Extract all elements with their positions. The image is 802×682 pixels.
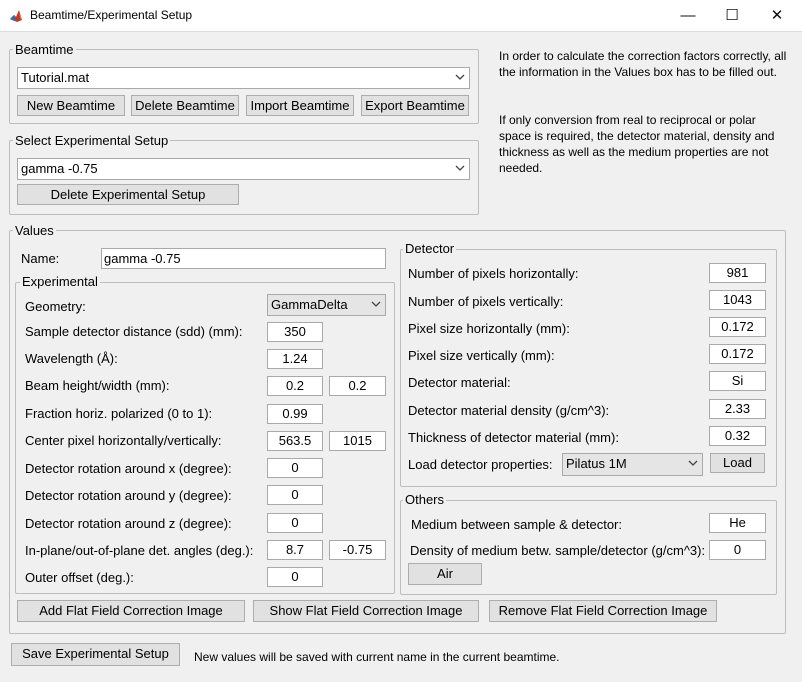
pixel-size-h-input[interactable]: 0.172 — [709, 317, 766, 337]
center-pixel-h-input[interactable]: 563.5 — [267, 431, 323, 451]
name-label: Name: — [21, 251, 60, 266]
detector-thickness-label: Thickness of detector material (mm): — [408, 430, 619, 445]
det-angles-label: In-plane/out-of-plane det. angles (deg.): — [25, 543, 254, 558]
beam-width-input[interactable]: 0.2 — [329, 376, 386, 396]
center-pixel-label: Center pixel horizontally/vertically: — [25, 433, 222, 448]
sdd-label: Sample detector distance (sdd) (mm): — [25, 324, 243, 339]
medium-density-label: Density of medium betw. sample/detector (g/cm^3): — [410, 543, 706, 558]
polarized-label: Fraction horiz. polarized (0 to 1): — [25, 406, 213, 421]
close-icon: ✕ — [770, 7, 784, 24]
pixel-size-v-input[interactable]: 0.172 — [709, 344, 766, 364]
delete-setup-button[interactable]: Delete Experimental Setup — [17, 184, 239, 205]
medium-density-input[interactable]: 0 — [709, 540, 766, 560]
detector-panel — [400, 249, 777, 487]
outer-offset-label: Outer offset (deg.): — [25, 570, 134, 585]
title-bar — [0, 0, 802, 32]
rot-x-label: Detector rotation around x (degree): — [25, 461, 232, 476]
load-detector-label: Load detector properties: — [408, 457, 553, 472]
beam-height-input[interactable]: 0.2 — [267, 376, 323, 396]
remove-flat-field-button[interactable]: Remove Flat Field Correction Image — [489, 600, 717, 622]
pixels-v-label: Number of pixels vertically: — [408, 294, 564, 309]
setup-select[interactable] — [17, 158, 470, 180]
setup-selected-value: gamma -0.75 — [21, 161, 98, 176]
window-title: Beamtime/Experimental Setup — [30, 8, 193, 22]
outer-offset-input[interactable]: 0 — [267, 567, 323, 587]
load-detector-button[interactable]: Load — [710, 453, 765, 473]
detector-density-label: Detector material density (g/cm^3): — [408, 403, 610, 418]
pixels-h-input[interactable]: 981 — [709, 263, 766, 283]
geometry-label: Geometry: — [25, 299, 86, 314]
wavelength-label: Wavelength (Å): — [25, 351, 118, 366]
detector-preset-value: Pilatus 1M — [566, 456, 627, 471]
chevron-down-icon — [455, 164, 465, 173]
chevron-down-icon — [371, 300, 381, 309]
geometry-select[interactable] — [267, 294, 386, 316]
detector-density-input[interactable]: 2.33 — [709, 399, 766, 419]
import-beamtime-button[interactable]: Import Beamtime — [246, 95, 354, 116]
medium-input[interactable]: He — [709, 513, 766, 533]
chevron-down-icon — [455, 73, 465, 82]
add-flat-field-button[interactable]: Add Flat Field Correction Image — [17, 600, 245, 622]
info-paragraph-2: If only conversion from real to reciprocal or polar space is required, the detector material, density and thickness as well as the medium properties are not needed. — [499, 113, 775, 175]
export-beamtime-button[interactable]: Export Beamtime — [361, 95, 469, 116]
values-legend: Values — [15, 223, 54, 238]
maximize-icon: ☐ — [725, 7, 739, 24]
maximize-button[interactable] — [709, 0, 755, 31]
detector-material-label: Detector material: — [408, 375, 511, 390]
save-setup-button[interactable]: Save Experimental Setup — [11, 643, 180, 666]
rot-x-input[interactable]: 0 — [267, 458, 323, 478]
beamtime-select[interactable] — [17, 67, 470, 89]
detector-preset-select[interactable] — [562, 453, 703, 476]
beamtime-selected-value: Tutorial.mat — [21, 70, 90, 85]
info-paragraph-1: In order to calculate the correction factors correctly, all the information in the Values box has to be filled out. — [499, 49, 787, 79]
name-input[interactable]: gamma -0.75 — [101, 248, 386, 269]
others-legend: Others — [405, 492, 445, 507]
detector-material-input[interactable]: Si — [709, 371, 766, 391]
wavelength-input[interactable]: 1.24 — [267, 349, 323, 369]
rot-z-label: Detector rotation around z (degree): — [25, 516, 232, 531]
in-plane-angle-input[interactable]: 8.7 — [267, 540, 323, 560]
rot-y-input[interactable]: 0 — [267, 485, 323, 505]
polarized-input[interactable]: 0.99 — [267, 404, 323, 424]
medium-label: Medium between sample & detector: — [411, 517, 622, 532]
status-text: New values will be saved with current name in the current beamtime. — [194, 650, 560, 664]
rot-y-label: Detector rotation around y (degree): — [25, 488, 232, 503]
pixel-size-v-label: Pixel size vertically (mm): — [408, 348, 555, 363]
beamtime-legend: Beamtime — [15, 42, 74, 57]
center-pixel-v-input[interactable]: 1015 — [329, 431, 386, 451]
delete-beamtime-button[interactable]: Delete Beamtime — [131, 95, 239, 116]
pixels-v-input[interactable]: 1043 — [709, 290, 766, 310]
minimize-icon: — — [680, 7, 696, 24]
air-button[interactable]: Air — [408, 563, 482, 585]
pixels-h-label: Number of pixels horizontally: — [408, 266, 579, 281]
chevron-down-icon — [688, 459, 698, 468]
detector-legend: Detector — [405, 241, 455, 256]
sdd-input[interactable]: 350 — [267, 322, 323, 342]
beam-label: Beam height/width (mm): — [25, 378, 170, 393]
minimize-button[interactable] — [665, 0, 711, 31]
show-flat-field-button[interactable]: Show Flat Field Correction Image — [253, 600, 479, 622]
setup-legend: Select Experimental Setup — [15, 133, 169, 148]
new-beamtime-button[interactable]: New Beamtime — [17, 95, 125, 116]
close-button[interactable] — [754, 0, 800, 31]
detector-thickness-input[interactable]: 0.32 — [709, 426, 766, 446]
geometry-selected-value: GammaDelta — [271, 297, 348, 312]
rot-z-input[interactable]: 0 — [267, 513, 323, 533]
out-plane-angle-input[interactable]: -0.75 — [329, 540, 386, 560]
pixel-size-h-label: Pixel size horizontally (mm): — [408, 321, 570, 336]
experimental-legend: Experimental — [22, 274, 98, 289]
matlab-app-icon — [9, 9, 23, 23]
